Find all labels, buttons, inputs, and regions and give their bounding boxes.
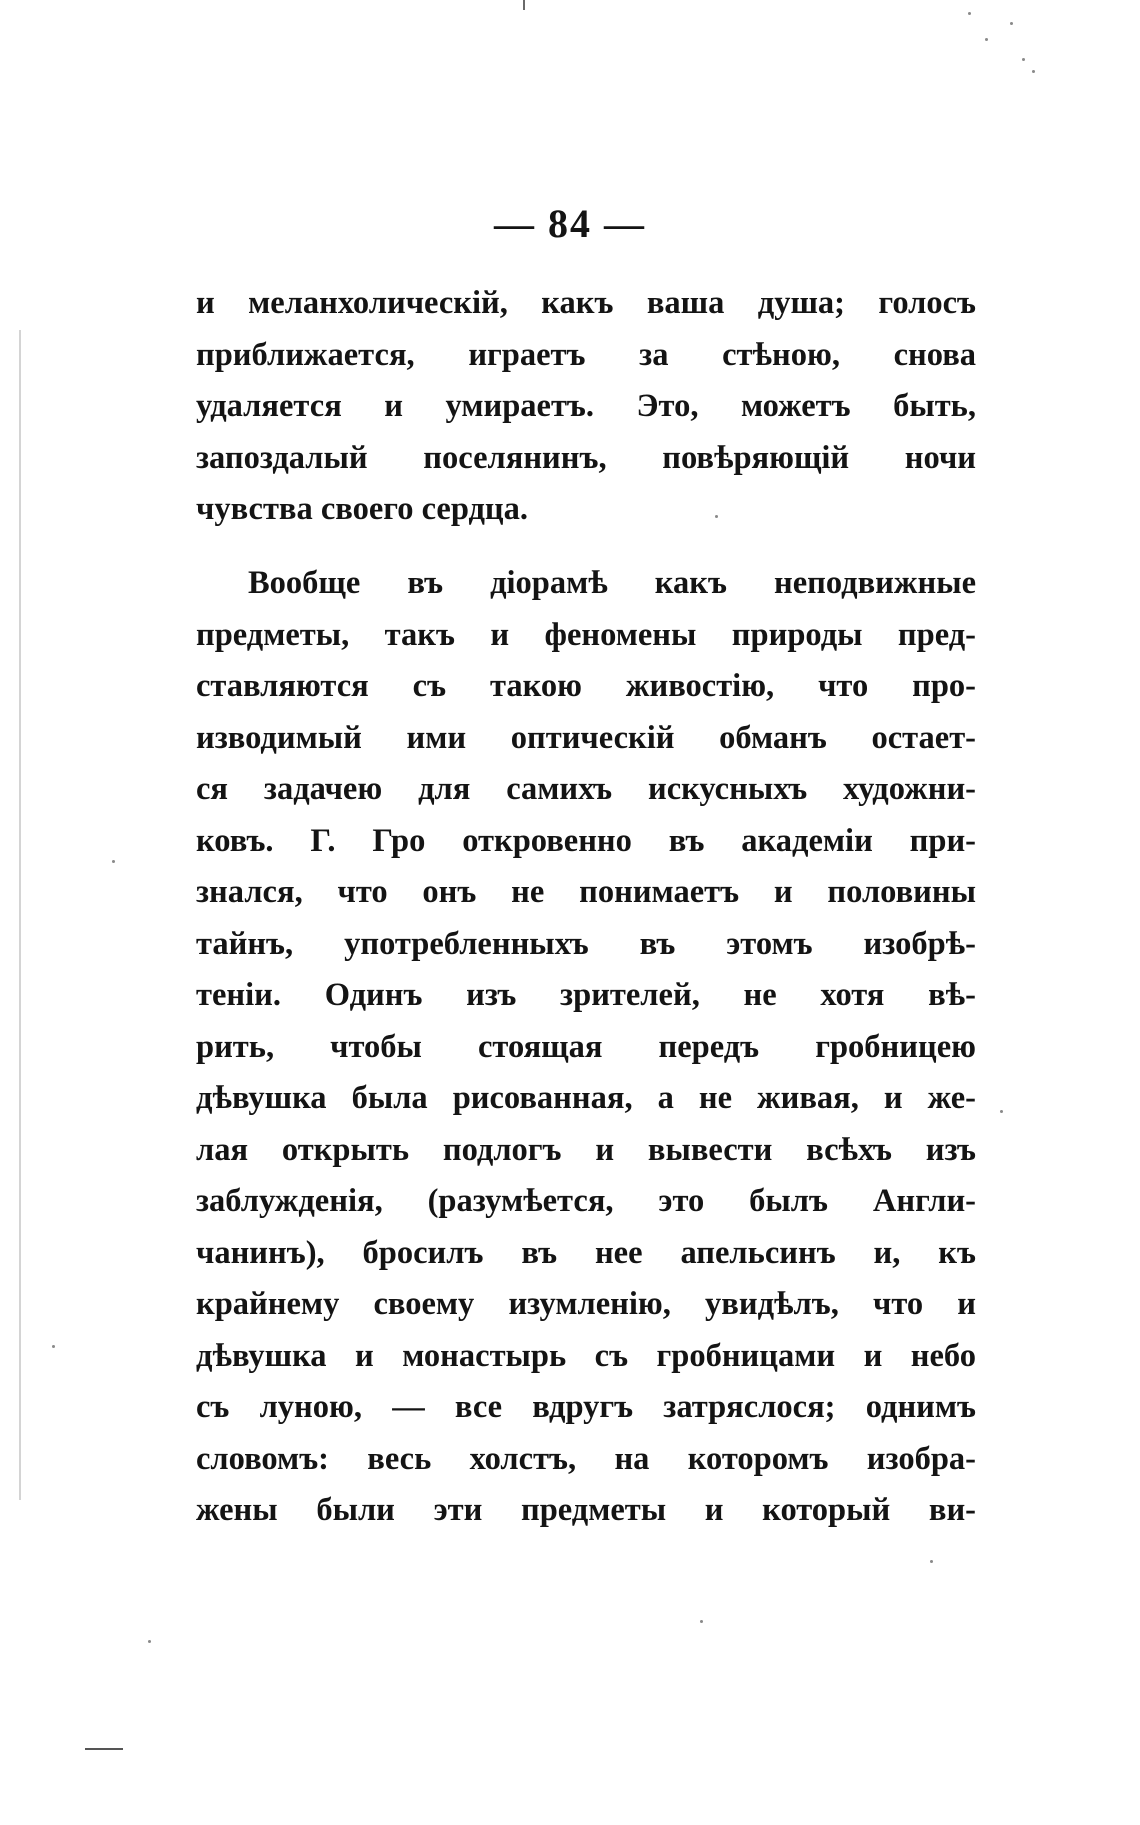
paragraph-2	[196, 558, 976, 1537]
text-line: знался, что онъ не понимаетъ и половины	[196, 874, 976, 910]
text-line: словомъ: весь холстъ, на которомъ изобра-	[196, 1440, 976, 1477]
paragraph-1	[196, 278, 976, 536]
scan-margin-line	[19, 330, 21, 1500]
text-line: крайнему своему изумленію, увидѣлъ, что и	[196, 1286, 976, 1322]
text-line: рить, чтобы стоящая передъ гробницею	[196, 1028, 976, 1065]
text-line: жены были эти предметы и который ви-	[196, 1492, 976, 1528]
text-line: запоздалый поселянинъ, повѣряющій ночи	[196, 439, 976, 476]
scan-speck	[1022, 58, 1025, 61]
scan-speck	[1032, 70, 1035, 73]
text-line: чувства своего сердца.	[196, 491, 529, 527]
page-number: — 84 —	[494, 201, 646, 246]
scan-speck	[930, 1560, 933, 1563]
text-line: ковъ. Г. Гро откровенно въ академіи при-	[196, 822, 976, 859]
text-line: ся задачею для самихъ искусныхъ художни-	[196, 771, 976, 807]
scan-speck	[1000, 1110, 1003, 1113]
text-line: Вообще въ діорамѣ какъ неподвижные	[248, 565, 976, 601]
text-line: и меланхолическій, какъ ваша душа; голосъ	[196, 285, 976, 321]
text-line: удаляется и умираетъ. Это, можетъ быть,	[196, 388, 976, 424]
scan-speck	[700, 1620, 703, 1623]
scan-speck	[968, 12, 971, 15]
scan-speck	[985, 38, 988, 41]
text-line: чанинъ), бросилъ въ нее апельсинъ и, къ	[196, 1234, 976, 1271]
scan-speck	[148, 1640, 151, 1643]
text-line: теніи. Одинъ изъ зрителей, не хотя вѣ-	[196, 977, 976, 1013]
text-line: заблужденія, (разумѣется, это былъ Англи-	[196, 1183, 976, 1219]
scan-speck	[52, 1345, 55, 1348]
text-line: ставляются съ такою живостію, что про-	[196, 668, 976, 704]
text-line: дѣвушка и монастырь съ гробницами и небо	[196, 1337, 976, 1374]
scan-speck	[112, 860, 115, 863]
scan-mark	[523, 0, 525, 10]
scan-speck	[715, 515, 718, 518]
text-line: изводимый ими оптическій обманъ остает-	[196, 719, 976, 756]
text-line: приближается, играетъ за стѣною, снова	[196, 336, 976, 373]
scan-mark	[85, 1748, 123, 1750]
text-line: предметы, такъ и феномены природы пред-	[196, 616, 976, 653]
text-line: тайнъ, употребленныхъ въ этомъ изобрѣ-	[196, 925, 976, 962]
text-line: дѣвушка была рисованная, а не живая, и же-	[196, 1080, 976, 1116]
text-line: лая открыть подлогъ и вывести всѣхъ изъ	[196, 1131, 976, 1168]
scan-speck	[1010, 22, 1013, 25]
text-line: съ луною, — все вдругъ затряслося; однимъ	[196, 1389, 976, 1425]
